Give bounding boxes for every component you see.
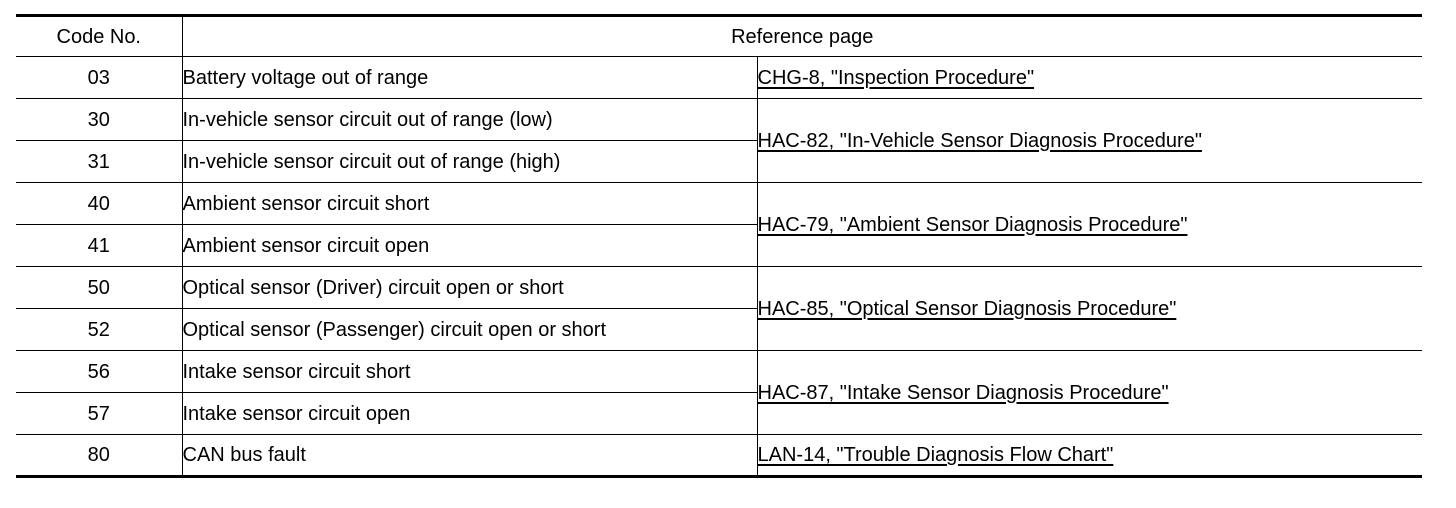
code-cell: 57 [16,393,182,435]
reference-cell [757,435,1422,477]
table-row [16,351,1422,393]
code-cell: 56 [16,351,182,393]
header-code: Code No. [16,16,182,57]
table-row [16,57,1422,99]
code-cell: 52 [16,309,182,351]
description-cell: Ambient sensor circuit open [182,225,757,267]
table-row [16,183,1422,225]
description-cell: In-vehicle sensor circuit out of range (high) [182,141,757,183]
code-cell: 03 [16,57,182,99]
code-cell: 50 [16,267,182,309]
reference-cell [757,351,1422,435]
description-cell: Intake sensor circuit short [182,351,757,393]
reference-link[interactable]: HAC-87, "Intake Sensor Diagnosis Procedure" [757,381,1169,404]
reference-table [16,14,1422,478]
reference-link[interactable]: HAC-79, "Ambient Sensor Diagnosis Procedure" [757,213,1188,236]
code-cell: 80 [16,435,182,477]
reference-link[interactable]: HAC-85, "Optical Sensor Diagnosis Procedure" [757,297,1177,320]
description-cell: Ambient sensor circuit short [182,183,757,225]
reference-link[interactable]: CHG-8, "Inspection Procedure" [757,66,1035,89]
table-row [16,267,1422,309]
header-row [16,16,1422,57]
description-cell: Battery voltage out of range [182,57,757,99]
reference-cell [757,267,1422,351]
reference-link[interactable]: LAN-14, "Trouble Diagnosis Flow Chart" [757,444,1114,466]
description-cell: Optical sensor (Driver) circuit open or short [182,267,757,309]
reference-cell [757,99,1422,183]
table-row [16,435,1422,477]
reference-cell [757,183,1422,267]
description-cell: CAN bus fault [182,435,757,477]
reference-link[interactable]: HAC-82, "In-Vehicle Sensor Diagnosis Procedure" [757,129,1202,152]
header-reference: Reference page [182,16,1422,57]
code-cell: 41 [16,225,182,267]
description-cell: In-vehicle sensor circuit out of range (low) [182,99,757,141]
table-row [16,99,1422,141]
code-cell: 40 [16,183,182,225]
reference-cell [757,57,1422,99]
code-cell: 30 [16,99,182,141]
description-cell: Intake sensor circuit open [182,393,757,435]
description-cell: Optical sensor (Passenger) circuit open or short [182,309,757,351]
code-cell: 31 [16,141,182,183]
